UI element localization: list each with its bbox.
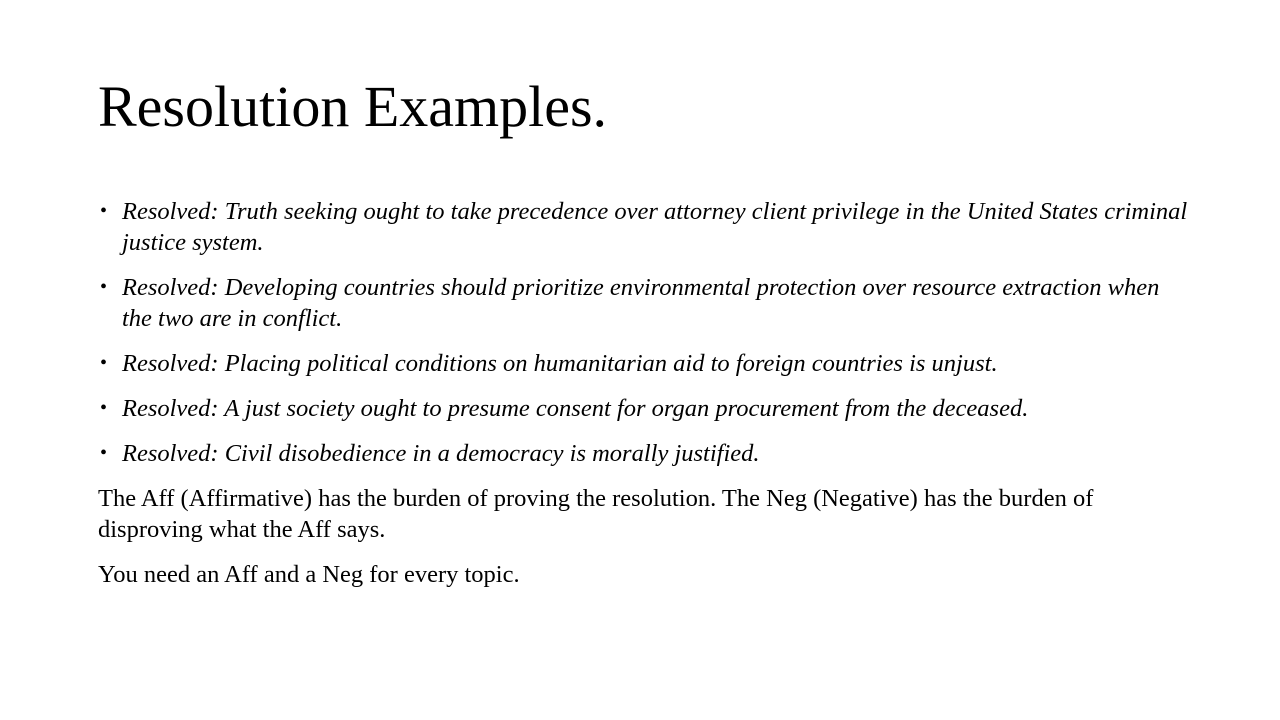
bullet-icon: • [100, 352, 108, 374]
bullet-icon: • [100, 276, 108, 298]
slide-body [98, 196, 1188, 604]
list-item [98, 196, 1188, 258]
list-item [98, 272, 1188, 334]
bullet-icon: • [100, 442, 108, 464]
bullet-icon: • [100, 200, 108, 222]
list-item [98, 438, 1188, 469]
list-item [98, 348, 1188, 379]
resolution-text: Resolved: Civil disobedience in a democracy is morally justified. [122, 440, 760, 467]
bullet-icon: • [100, 397, 108, 419]
topic-paragraph: You need an Aff and a Neg for every topic. [98, 561, 520, 588]
burden-paragraph: The Aff (Affirmative) has the burden of proving the resolution. The Neg (Negative) has the burden of disproving what the Aff says. [98, 485, 1094, 543]
list-item [98, 393, 1188, 424]
resolution-text: Resolved: Developing countries should prioritize environmental protection over resource extraction when the two are in conflict. [122, 274, 1160, 332]
resolution-list [98, 196, 1188, 469]
slide-title: Resolution Examples. [98, 74, 608, 139]
resolution-text: Resolved: Placing political conditions on humanitarian aid to foreign countries is unjust. [122, 350, 998, 377]
resolution-text: Resolved: A just society ought to presume consent for organ procurement from the deceased. [122, 395, 1029, 422]
resolution-text: Resolved: Truth seeking ought to take precedence over attorney client privilege in the United States criminal justice system. [122, 198, 1188, 256]
